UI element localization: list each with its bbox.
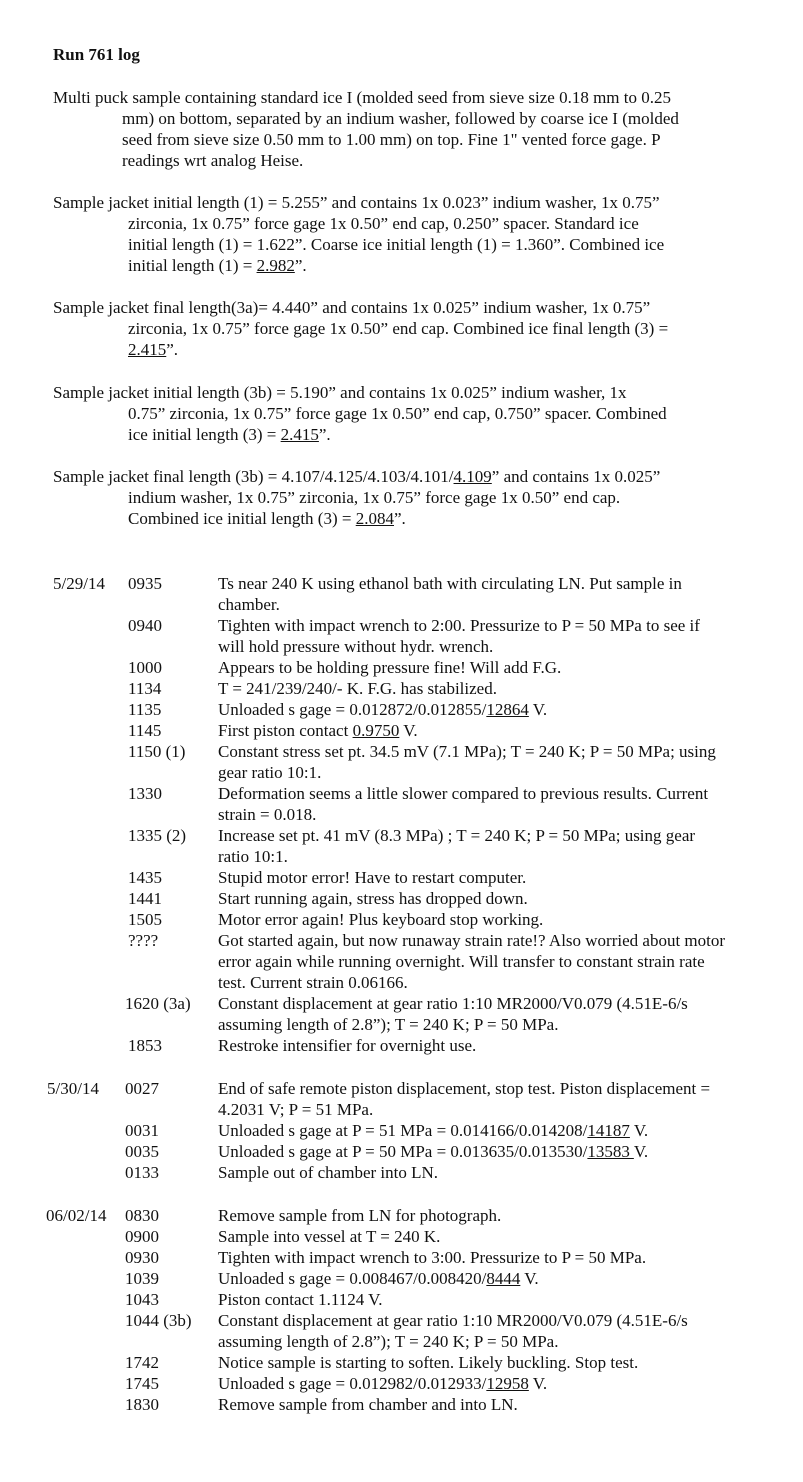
para-line: ice initial length (3) = 2.415”.	[128, 425, 331, 444]
page-title: Run 761 log	[53, 45, 140, 64]
underlined-value: 4.109	[453, 467, 492, 486]
para-line: zirconia, 1x 0.75” force gage 1x 0.50” end cap, 0.250” spacer. Standard ice	[128, 214, 639, 233]
log-entry	[0, 1373, 803, 1394]
log-time: 0027	[125, 1079, 159, 1098]
log-time: 0935	[128, 574, 162, 593]
day-gap	[0, 1183, 803, 1205]
log-note: Notice sample is starting to soften. Likely buckling. Stop test.	[218, 1353, 639, 1372]
initial-length-note-1	[53, 192, 733, 276]
log-time: 1505	[128, 910, 162, 929]
sample-description	[53, 87, 733, 171]
log-note: Constant displacement at gear ratio 1:10 MR2000/V0.079 (4.51E-6/s assuming length of 2.8”); T = 240 K; P = 50 MPa.	[218, 1311, 688, 1351]
para-line: Sample jacket initial length (3b) = 5.190” and contains 1x 0.025” indium washer, 1x	[53, 383, 627, 402]
log-note: Start running again, stress has dropped down.	[218, 889, 528, 908]
log-time: 1150 (1)	[128, 742, 186, 761]
log-time: 0900	[125, 1227, 159, 1246]
log-entry	[0, 1141, 803, 1162]
log-time: 1335 (2)	[128, 826, 187, 845]
para-line: seed from sieve size 0.50 mm to 1.00 mm) on top. Fine 1" vented force gage. P	[122, 130, 661, 149]
underlined-value: 14187	[587, 1121, 630, 1140]
log-note: T = 241/239/240/- K. F.G. has stabilized.	[218, 679, 497, 698]
underlined-value: 8444	[486, 1269, 521, 1288]
log-note: Restroke intensifier for overnight use.	[218, 1036, 477, 1055]
log-time: 0133	[125, 1163, 159, 1182]
log-note: Motor error again! Plus keyboard stop working.	[218, 910, 544, 929]
log-note: Got started again, but now runaway strain rate!? Also worried about motor error again while running overnight. Will transfer to constant strain rate test. Current strain 0.06166.	[218, 931, 726, 992]
log-note: Tighten with impact wrench to 3:00. Pressurize to P = 50 MPa.	[218, 1248, 647, 1267]
para-line: 2.415”.	[128, 340, 179, 359]
para-line: Sample jacket final length (3b) = 4.107/4.125/4.103/4.101/4.109” and contains 1x 0.025”	[53, 467, 661, 486]
para-line: Sample jacket initial length (1) = 5.255” and contains 1x 0.023” indium washer, 1x 0.75”	[53, 193, 660, 212]
log-entry	[0, 1394, 803, 1415]
log-note: Constant displacement at gear ratio 1:10 MR2000/V0.079 (4.51E-6/s assuming length of 2.8”); T = 240 K; P = 50 MPa.	[218, 994, 688, 1034]
log-time: 1620 (3a)	[125, 994, 191, 1013]
para-line: mm) on bottom, separated by an indium washer, followed by coarse ice I (molded	[122, 109, 679, 128]
para-line: 0.75” zirconia, 1x 0.75” force gage 1x 0.50” end cap, 0.750” spacer. Combined	[128, 404, 667, 423]
log-entry	[0, 1352, 803, 1373]
log-note: Remove sample from LN for photograph.	[218, 1206, 502, 1225]
log-entry	[0, 1205, 803, 1226]
para-line: Sample jacket final length(3a)= 4.440” and contains 1x 0.025” indium washer, 1x 0.75”	[53, 298, 651, 317]
para-line: zirconia, 1x 0.75” force gage 1x 0.50” end cap. Combined ice final length (3) =	[128, 319, 669, 338]
log-note: Unloaded s gage = 0.012872/0.012855/12864 V.	[218, 700, 548, 719]
log-note: Piston contact 1.1124 V.	[218, 1290, 383, 1309]
log-time: 0031	[125, 1121, 159, 1140]
log-entry	[0, 993, 803, 1035]
underlined-value: 12864	[486, 700, 529, 719]
day-gap	[0, 1056, 803, 1078]
log-entry	[0, 1120, 803, 1141]
log-entry	[0, 1078, 803, 1120]
log-entry	[0, 888, 803, 909]
log-note: Sample into vessel at T = 240 K.	[218, 1227, 441, 1246]
log-date: 06/02/14	[46, 1206, 107, 1225]
log-day	[0, 1205, 803, 1415]
log-time: 1745	[125, 1374, 159, 1393]
log-note: Constant stress set pt. 34.5 mV (7.1 MPa); T = 240 K; P = 50 MPa; using gear ratio 10:1.	[218, 742, 716, 782]
underlined-value: 2.415	[280, 425, 319, 444]
log-time: 1435	[128, 868, 162, 887]
log-entry	[0, 615, 803, 657]
para-line: Combined ice initial length (3) = 2.084”.	[128, 509, 406, 528]
final-length-note-3a	[53, 297, 733, 360]
underlined-value: 13583	[587, 1142, 634, 1161]
log-entry	[0, 1289, 803, 1310]
underlined-value: 2.084	[355, 509, 394, 528]
log-entry	[0, 825, 803, 867]
initial-length-note-3b	[53, 382, 733, 445]
log-note: Tighten with impact wrench to 2:00. Pressurize to P = 50 MPa to see if will hold pressure without hydr. wrench.	[218, 616, 700, 656]
log-time: 1830	[125, 1395, 159, 1414]
log-note: End of safe remote piston displacement, stop test. Piston displacement = 4.2031 V; P = 51 MPa.	[218, 1079, 711, 1119]
log-date: 5/29/14	[53, 574, 105, 593]
log-entry	[0, 1035, 803, 1056]
log-entry	[0, 741, 803, 783]
log-time: 1145	[128, 721, 162, 740]
log-time: 1742	[125, 1353, 159, 1372]
log-entry	[0, 1226, 803, 1247]
log-time: 0940	[128, 616, 162, 635]
log-entry	[0, 867, 803, 888]
log-entry	[0, 1268, 803, 1289]
log-entry	[0, 909, 803, 930]
log-day	[0, 1078, 803, 1183]
underlined-value: 12958	[486, 1374, 529, 1393]
log-entry	[0, 783, 803, 825]
log-day	[0, 573, 803, 1056]
log-entry	[0, 1162, 803, 1183]
log-entry	[0, 657, 803, 678]
log-entry	[0, 699, 803, 720]
log-time: 0035	[125, 1142, 159, 1161]
log-time: 1043	[125, 1290, 159, 1309]
log-note: First piston contact 0.9750 V.	[218, 721, 418, 740]
log-time: 0930	[125, 1248, 159, 1267]
log-entry	[0, 1247, 803, 1268]
log-time: 1044 (3b)	[125, 1311, 192, 1330]
log-time: 1853	[128, 1036, 162, 1055]
log-note: Sample out of chamber into LN.	[218, 1163, 439, 1182]
log-note: Unloaded s gage at P = 50 MPa = 0.013635/0.013530/13583 V.	[218, 1142, 649, 1161]
log-date: 5/30/14	[47, 1079, 99, 1098]
log-time: 1441	[128, 889, 162, 908]
log-time: 1134	[128, 679, 162, 698]
log-time: 1000	[128, 658, 162, 677]
para-line: Multi puck sample containing standard ice I (molded seed from sieve size 0.18 mm to 0.25	[53, 88, 671, 107]
underlined-value: 2.982	[256, 256, 295, 275]
log-time: ????	[128, 931, 159, 950]
log-note: Stupid motor error! Have to restart computer.	[218, 868, 527, 887]
log-note: Unloaded s gage at P = 51 MPa = 0.014166/0.014208/14187 V.	[218, 1121, 649, 1140]
log-note: Deformation seems a little slower compared to previous results. Current strain = 0.018.	[218, 784, 709, 824]
log-entry	[0, 1310, 803, 1352]
underlined-value: 2.415	[128, 340, 167, 359]
log-time: 0830	[125, 1206, 159, 1225]
final-length-note-3b	[53, 466, 733, 529]
log-note: Unloaded s gage = 0.008467/0.008420/8444 V.	[218, 1269, 539, 1288]
log-time: 1135	[128, 700, 162, 719]
log-entry	[0, 573, 803, 615]
log-note: Unloaded s gage = 0.012982/0.012933/12958 V.	[218, 1374, 548, 1393]
log-entry	[0, 720, 803, 741]
log-note: Increase set pt. 41 mV (8.3 MPa) ; T = 240 K; P = 50 MPa; using gear ratio 10:1.	[218, 826, 696, 866]
log-time: 1039	[125, 1269, 159, 1288]
log-note: Appears to be holding pressure fine! Will add F.G.	[218, 658, 562, 677]
para-line: indium washer, 1x 0.75” zirconia, 1x 0.75” force gage 1x 0.50” end cap.	[128, 488, 621, 507]
log-entry	[0, 678, 803, 699]
log-note: Remove sample from chamber and into LN.	[218, 1395, 518, 1414]
para-line: initial length (1) = 2.982”.	[128, 256, 307, 275]
log-table	[0, 573, 803, 1415]
log-note: Ts near 240 K using ethanol bath with circulating LN. Put sample in chamber.	[218, 574, 682, 614]
log-entry	[0, 930, 803, 993]
para-line: readings wrt analog Heise.	[122, 151, 304, 170]
underlined-value: 0.9750	[352, 721, 400, 740]
log-time: 1330	[128, 784, 162, 803]
para-line: initial length (1) = 1.622”. Coarse ice initial length (1) = 1.360”. Combined ice	[128, 235, 665, 254]
